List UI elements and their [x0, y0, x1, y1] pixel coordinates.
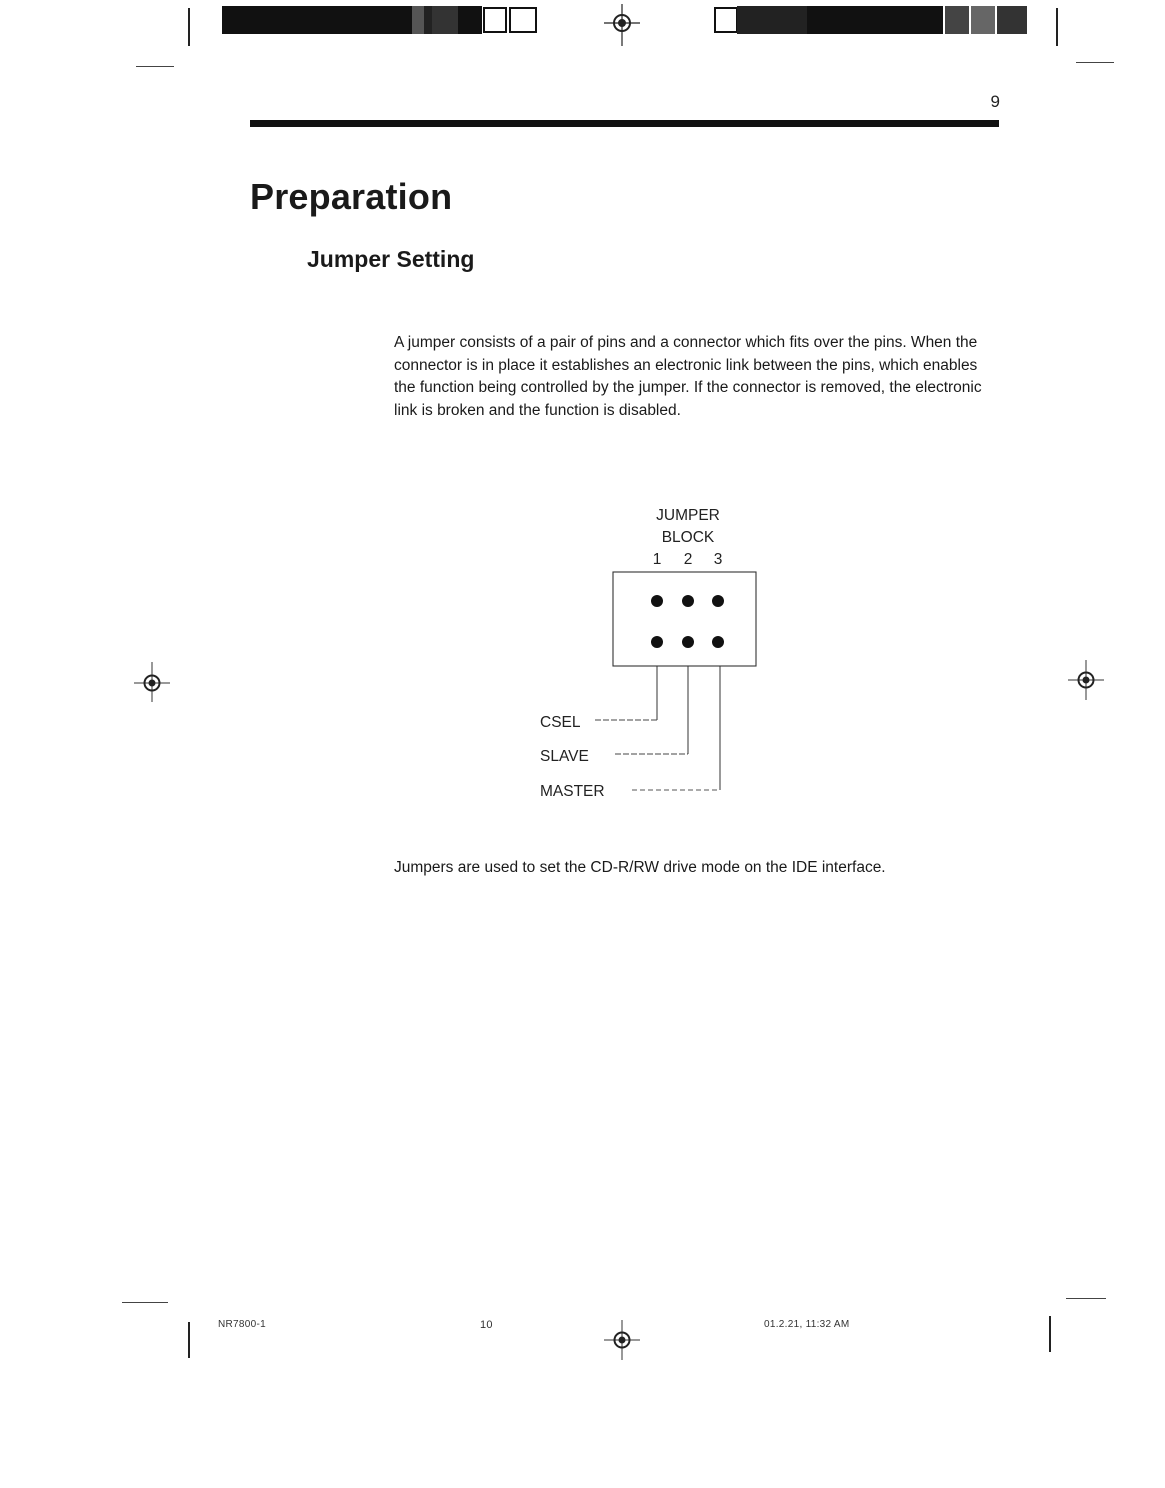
footer-model-code: NR7800-1: [218, 1319, 266, 1330]
jumper-block-diagram: [520, 500, 780, 810]
footer-timestamp: 01.2.21, 11:32 AM: [764, 1319, 850, 1330]
label-slave: SLAVE: [540, 748, 589, 765]
registration-target-bottom: [604, 1320, 640, 1360]
registration-target-left: [134, 662, 170, 702]
crop-mark-bottom-right: [1049, 1316, 1051, 1352]
intro-paragraph: A jumper consists of a pair of pins and a connector which fits over the pins. When the connector is in place it establishes an electronic link between the pins, which enables the function being controlled by the jumper. If the connector is removed, the electronic link is broken and the function is disabled.: [394, 334, 982, 419]
pin-bottom-2: [682, 636, 694, 648]
crop-mark-bottom-left-h: [122, 1302, 168, 1303]
diagram-title-line1: JUMPER: [656, 507, 720, 524]
pin-top-3: [712, 595, 724, 607]
pin-top-1: [651, 595, 663, 607]
pin-number-2: 2: [683, 551, 693, 568]
crop-mark-bottom-left: [188, 1322, 190, 1358]
crop-mark-bottom-right-h: [1066, 1298, 1106, 1299]
label-csel: CSEL: [540, 714, 581, 731]
pin-number-3: 3: [713, 551, 723, 568]
pin-bottom-3: [712, 636, 724, 648]
pin-number-1: 1: [652, 551, 662, 568]
page-number: 9: [990, 92, 1000, 111]
footer-sheet-number: 10: [480, 1319, 493, 1331]
diagram-title-line2: BLOCK: [661, 529, 715, 546]
label-master: MASTER: [540, 783, 605, 800]
registration-bar-right: [713, 6, 1027, 34]
registration-target-top: [604, 4, 640, 46]
header-rule: [250, 120, 999, 127]
pin-top-2: [682, 595, 694, 607]
section-subtitle: Jumper Setting: [307, 246, 475, 272]
section-title: Preparation: [250, 176, 453, 217]
crop-mark-top-right: [1056, 8, 1058, 46]
closing-paragraph: Jumpers are used to set the CD-R/RW drive mode on the IDE interface.: [394, 859, 886, 876]
crop-mark-top-left: [188, 8, 190, 46]
registration-bar-left: [222, 6, 540, 34]
pin-bottom-1: [651, 636, 663, 648]
crop-mark-top-left-h: [136, 66, 174, 67]
jumper-block-outline: [613, 572, 756, 666]
registration-target-right: [1068, 660, 1104, 700]
crop-mark-top-right-h: [1076, 62, 1114, 63]
